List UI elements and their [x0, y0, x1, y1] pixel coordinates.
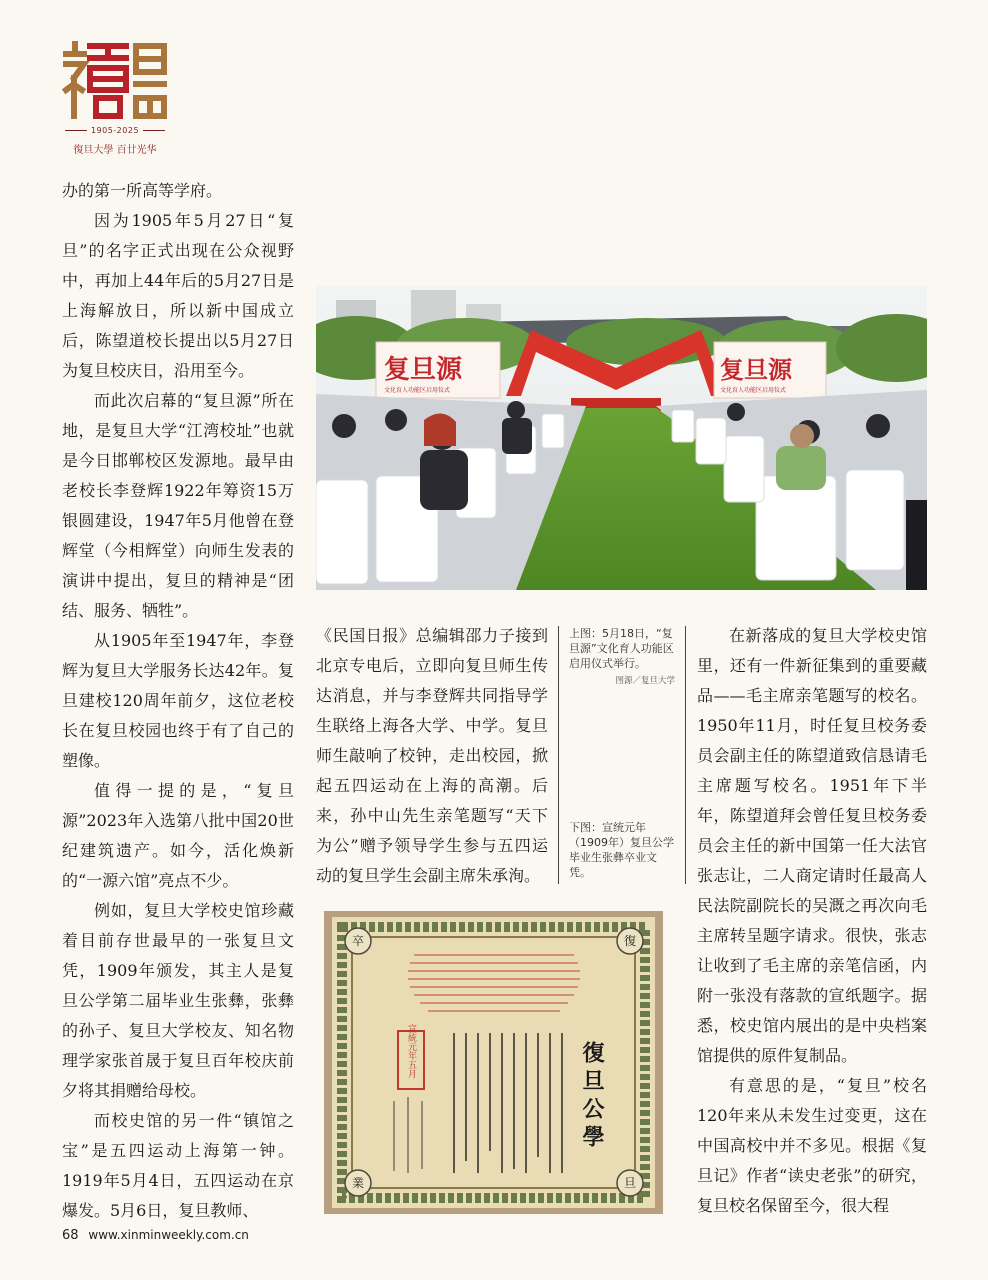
- paragraph: 而此次启幕的“复旦源”所在地，是复旦大学“江湾校址”也就是今日邯郸校区发源地。最早由老校长李登辉1922年筹资15万银圆建设，1947年5月他曾在登辉堂（今相辉堂）向师生发表的演讲中提出，复旦的精神是“团结、服务、牺牲”。: [62, 391, 294, 620]
- banner-left-subtitle: 文化育人功能区启用仪式: [384, 387, 451, 394]
- paragraph: 而校史馆的另一件“镇馆之宝”是五四运动上海第一钟。1919年5月4日，五四运动在京爆发。5月6日，复旦教师、: [62, 1111, 294, 1220]
- paragraph: 例如，复旦大学校史馆珍藏着目前存世最早的一张复旦文凭，1909年颁发，其主人是复旦公学第二届毕业生张彝，张彝的孙子、复旦大学校友、知名物理学家张首晟于复旦百年校庆前夕将其捐赠给母校。: [62, 901, 294, 1100]
- bottom-photo-caption: 下图：宣统元年（1909年）复旦公学毕业生张彝卒业文凭。: [569, 821, 674, 879]
- article-column-1: [62, 176, 294, 1226]
- page-number: 68: [62, 1228, 79, 1243]
- page-footer: [62, 1228, 249, 1243]
- photo-credit: 图源／复旦大学: [615, 676, 675, 686]
- caption-text: 上图：5月18日，“复旦源”文化育人功能区启用仪式举行。: [569, 627, 674, 670]
- article-column-2: [316, 621, 548, 891]
- caption-divider-left: [558, 626, 559, 884]
- logo-years: 1905-2025: [60, 126, 170, 135]
- banner-right-subtitle: 文化育人功能区启用仪式: [720, 387, 787, 394]
- paragraph: 《民国日报》总编辑邵力子接到北京专电后，立即向复旦师生传达消息，并与李登辉共同指导学生联络上海各大学、中学。复旦师生敲响了校钟，走出校园，掀起五四运动在上海的高潮。后来，孙中山先生亲笔题写“天下为公”赠予领导学生参与五四运动的复旦学生会副主席朱承洵。: [316, 626, 548, 885]
- magazine-section-logo: [60, 40, 170, 160]
- diploma-photo: [324, 911, 663, 1214]
- article-column-3: [697, 621, 927, 1221]
- corner-char-br: 旦: [623, 1176, 637, 1190]
- paragraph: 办的第一所高等学府。: [62, 181, 223, 200]
- paragraph: 值得一提的是，“复旦源”2023年入选第八批中国20世纪建筑遗产。如今，活化焕新的“一源六馆”亮点不少。: [62, 781, 294, 890]
- caption-divider-right: [685, 626, 686, 884]
- paragraph: 在新落成的复旦大学校史馆里，还有一件新征集到的重要藏品——毛主席亲笔题写的校名。1950年11月，时任复旦校务委员会副主任的陈望道致信恳请毛主席题写校名。1951年下半年，陈望道拜会曾任复旦校务委员会主任的新中国第一任大法官张志让，二人商定请时任最高人民法院副院长的吴溉之再次向毛主席转呈题字请求。很快，张志让收到了毛主席的亲笔信函，内附一张没有落款的宣纸题字。据悉，校史馆内展出的是中央档案馆提供的原件复制品。: [697, 626, 927, 1065]
- corner-char-tr: 復: [623, 934, 637, 948]
- banner-left-title: 复旦源: [384, 355, 463, 385]
- paragraph: 从1905年至1947年，李登辉为复旦大学服务长达42年。复旦建校120周年前夕，这位老校长在复旦校园也终于有了自己的塑像。: [62, 631, 294, 770]
- fudan-120-logo-icon: [60, 40, 170, 124]
- diploma-title: 復旦公學: [579, 1041, 605, 1153]
- top-photo-caption: [569, 626, 675, 689]
- banner-right-title: 复旦源: [720, 355, 792, 384]
- corner-char-tl: 卒: [351, 934, 365, 948]
- paragraph: 有意思的是，“复旦”校名120年来从未发生过变更，这在中国高校中并不多见。根据《复旦记》作者“读史老张”的研究，复旦校名保留至今，很大程: [697, 1076, 927, 1215]
- corner-char-bl: 業: [351, 1176, 365, 1190]
- paragraph: 因为1905年5月27日“复旦”的名字正式出现在公众视野中，再加上44年后的5月27日是上海解放日，所以新中国成立后，陈望道校长提出以5月27日为复旦校庆日，沿用至今。: [62, 211, 294, 380]
- diploma-date: 宣統元年五月: [406, 1024, 416, 1078]
- logo-subtitle: 復旦大學 百廿光华: [73, 145, 157, 156]
- footer-url[interactable]: www.xinminweekly.com.cn: [88, 1228, 249, 1242]
- ceremony-photo: [316, 286, 927, 590]
